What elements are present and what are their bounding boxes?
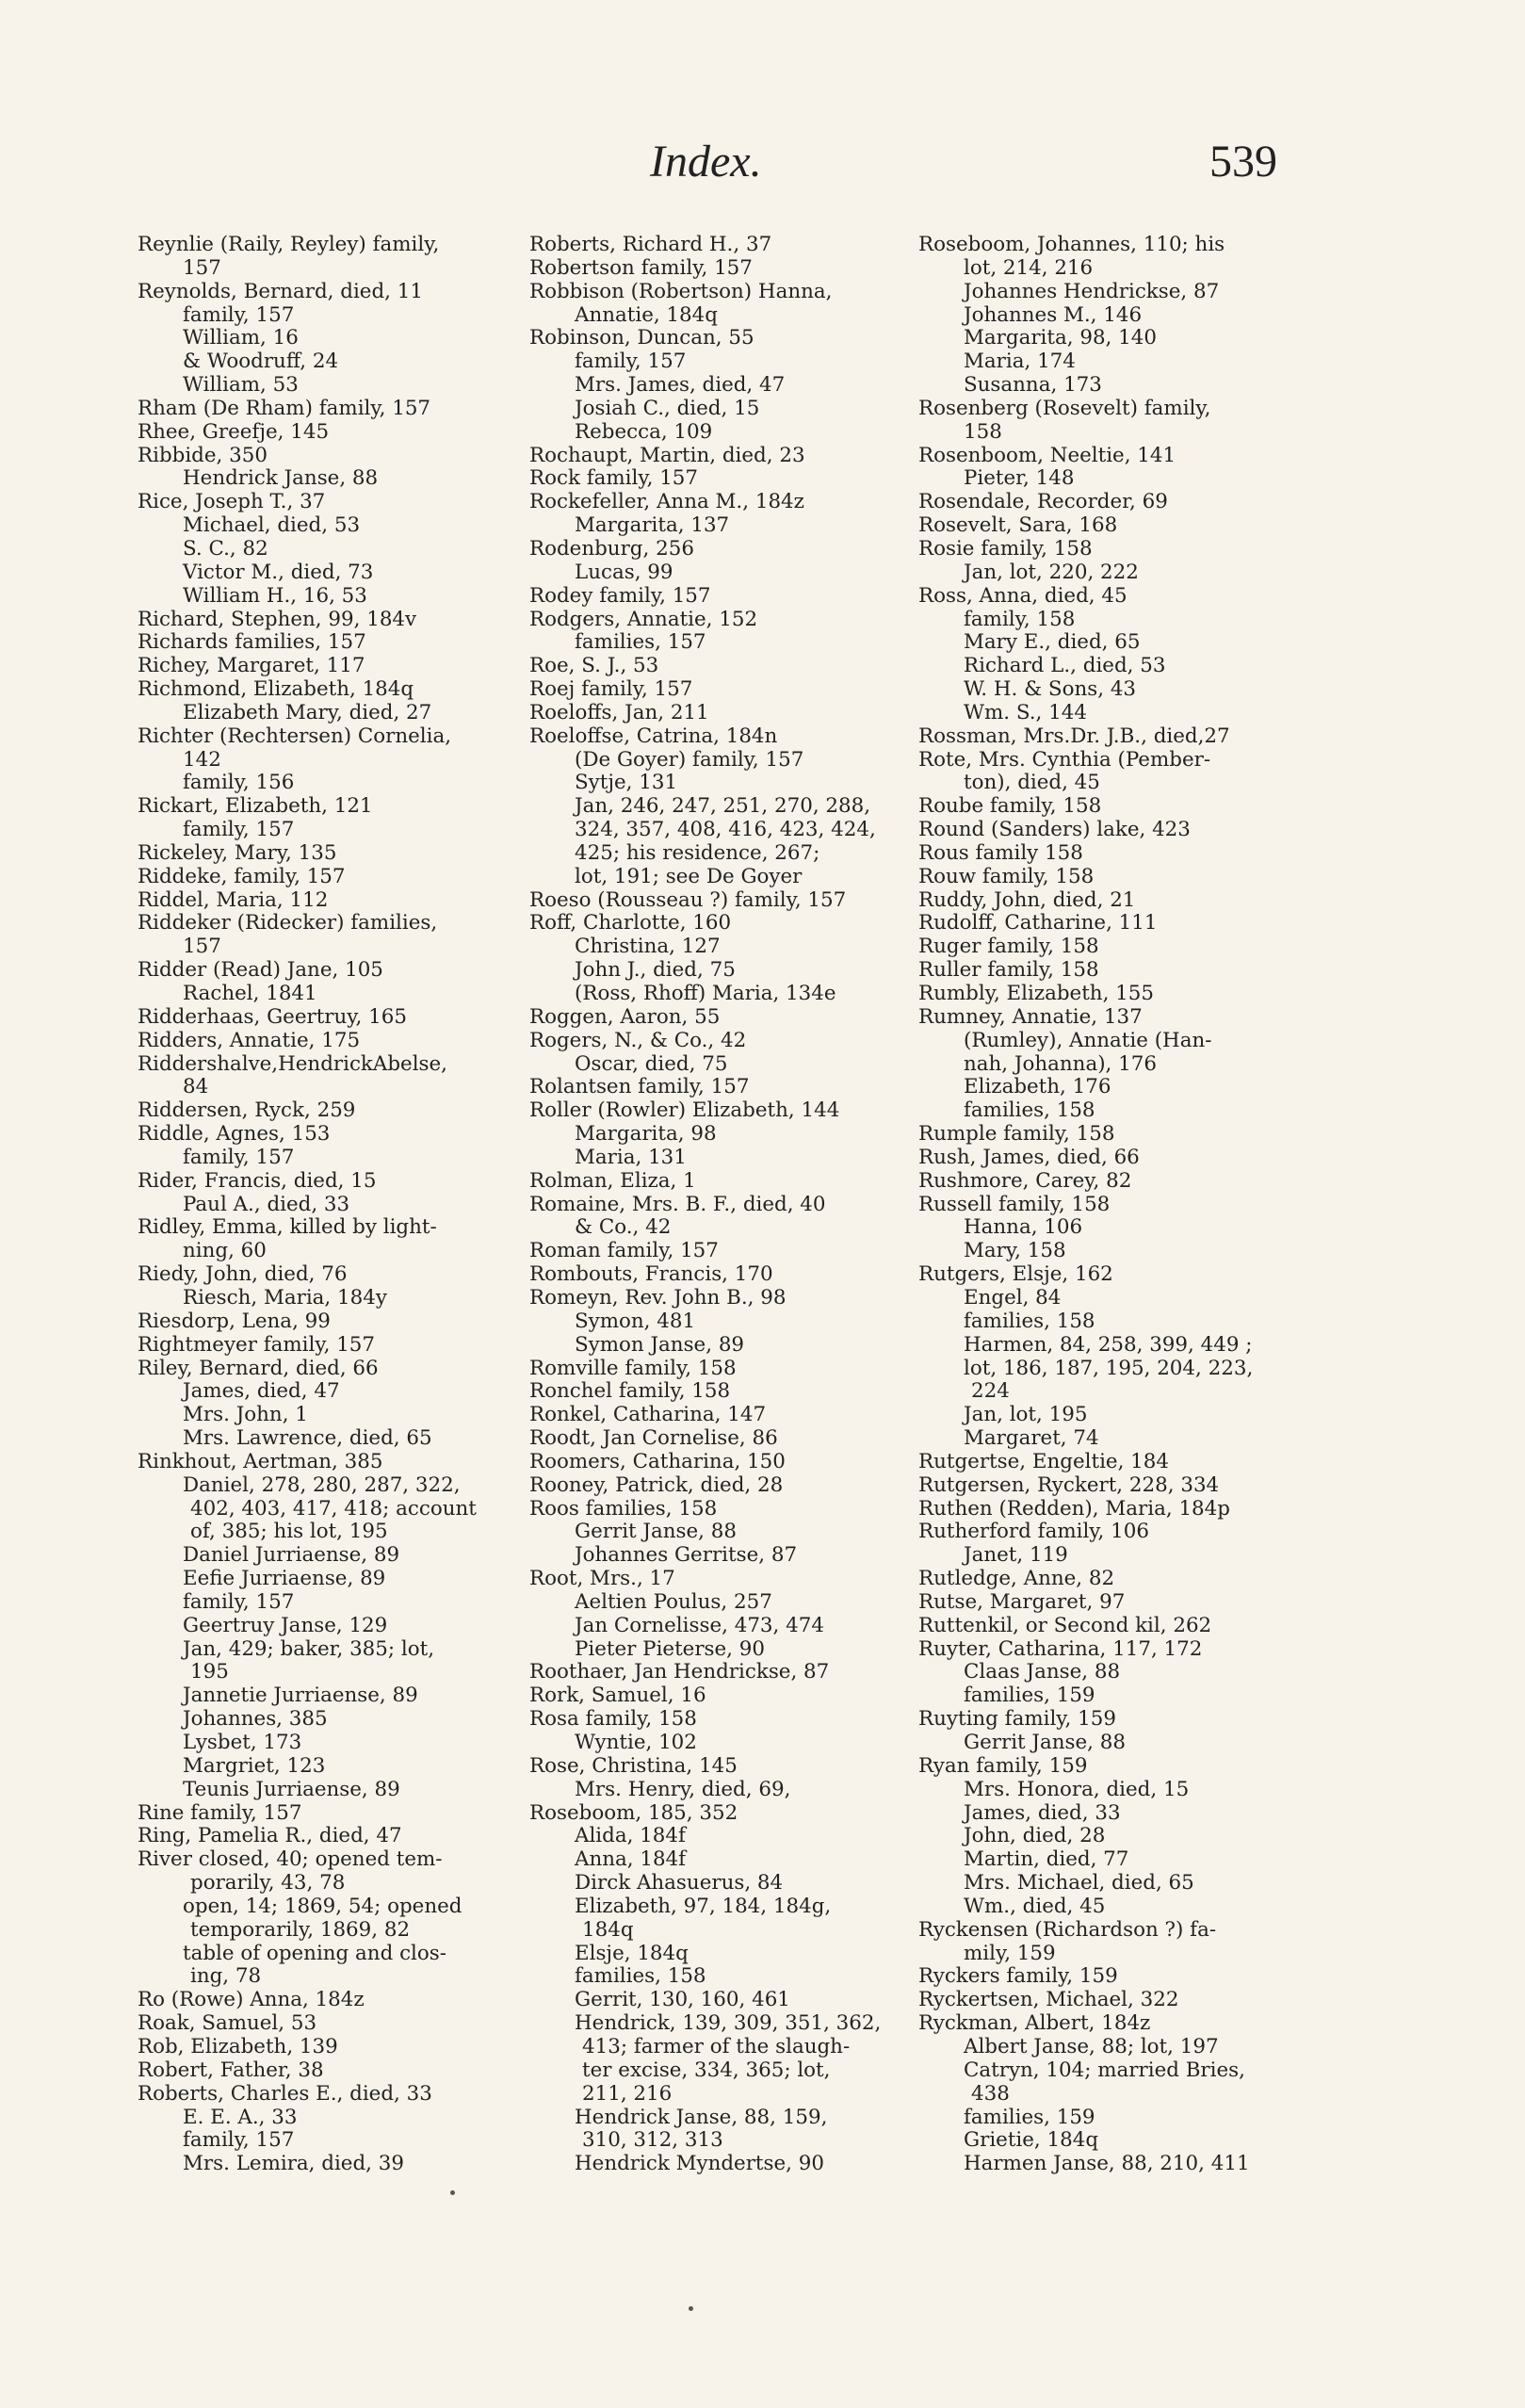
index-entry: Ro (Rowe) Anna, 184z (138, 1988, 365, 2012)
index-entry: Johannes Gerritse, 87 (575, 1543, 798, 1568)
index-entry: Wm., died, 45 (964, 1894, 1106, 1918)
index-entry: Pieter Pieterse, 90 (575, 1636, 765, 1661)
index-entry: Roller (Rowler) Elizabeth, 144 (529, 1098, 840, 1123)
index-entry: 158 (964, 419, 1002, 444)
index-entry: Ridley, Emma, killed by light- (138, 1215, 437, 1240)
index-entry: Rock family, 157 (529, 466, 699, 491)
index-entry: 402, 403, 417, 418; account (190, 1496, 477, 1521)
index-entry: Rooney, Patrick, died, 28 (529, 1472, 784, 1497)
index-entry: Ryckensen (Richardson ?) fa- (918, 1917, 1217, 1942)
index-entry: (Rumley), Annatie (Han- (964, 1028, 1212, 1052)
index-entry: family, 157 (575, 350, 687, 374)
index-entry: Richey, Margaret, 117 (138, 654, 365, 678)
index-entry: 142 (183, 747, 221, 772)
index-entry: Rumney, Annatie, 137 (918, 1004, 1143, 1029)
index-entry: & Co., 42 (575, 1215, 672, 1240)
index-entry: open, 14; 1869, 54; opened (183, 1894, 462, 1918)
index-entry: Michael, died, 53 (183, 513, 361, 538)
index-entry: Catryn, 104; married Bries, (964, 2058, 1245, 2082)
index-entry: Hanna, 106 (964, 1215, 1083, 1240)
index-entry: Claas Janse, 88 (964, 1660, 1121, 1684)
index-entry: porarily, 43, 78 (190, 1871, 346, 1895)
index-entry: Elsje, 184q (575, 1941, 689, 1965)
index-entry: Ryan family, 159 (918, 1753, 1088, 1778)
index-entry: Harmen, 84, 258, 399, 449 ; (964, 1332, 1253, 1357)
index-entry: Ryckman, Albert, 184z (918, 2011, 1151, 2036)
index-entry: Geertruy Janse, 129 (183, 1613, 388, 1637)
index-entry: Rosenboom, Neeltie, 141 (918, 443, 1176, 467)
index-entry: families, 158 (964, 1309, 1095, 1333)
index-entry: Jan, lot, 220, 222 (964, 560, 1139, 584)
index-column-3 (918, 234, 1305, 2176)
index-entry: Roej family, 157 (529, 677, 693, 702)
index-entry: 211, 216 (582, 2081, 673, 2106)
index-entry: Rosie family, 158 (918, 536, 1093, 561)
index-entry: Mrs. Henry, died, 69, (575, 1777, 791, 1801)
index-entry: Mary, 158 (964, 1239, 1066, 1263)
index-entry: Reynolds, Bernard, died, 11 (138, 279, 423, 303)
index-entry: family, 156 (183, 771, 295, 795)
index-entry: Roeloffs, Jan, 211 (529, 700, 709, 724)
index-entry: families, 158 (964, 1098, 1095, 1123)
index-entry: Riddersen, Ryck, 259 (138, 1098, 356, 1123)
index-entry: Ruller family, 158 (918, 958, 1099, 983)
index-entry: Roeso (Rousseau ?) family, 157 (529, 887, 847, 912)
index-entry: Elizabeth, 97, 184, 184g, (575, 1894, 832, 1918)
index-entry: Riedy, John, died, 76 (138, 1262, 348, 1287)
index-entry: Rose, Christina, 145 (529, 1753, 738, 1778)
index-entry: families, 159 (964, 2105, 1095, 2129)
index-entry: Hendrick Janse, 88 (183, 466, 379, 491)
index-entry: Mrs. Lawrence, died, 65 (183, 1426, 432, 1451)
index-entry: temporarily, 1869, 82 (190, 1917, 411, 1942)
index-entry: 184q (582, 1917, 634, 1942)
index-entry: Roff, Charlotte, 160 (529, 911, 732, 936)
index-entry: & Woodruff, 24 (183, 350, 339, 374)
index-entry: (Ross, Rhoff) Maria, 134e (575, 982, 836, 1005)
index-entry: Ribbide, 350 (138, 443, 268, 467)
index-entry: Rutledge, Anne, 82 (918, 1567, 1115, 1591)
index-entry: 224 (971, 1379, 1010, 1404)
index-entry: Romaine, Mrs. B. F., died, 40 (529, 1192, 826, 1216)
index-entry: Rider, Francis, died, 15 (138, 1168, 377, 1193)
index-entry: 84 (183, 1075, 209, 1099)
index-entry: Rushmore, Carey, 82 (918, 1168, 1132, 1193)
index-entry: Rolantsen family, 157 (529, 1075, 750, 1099)
index-entry: Rosa family, 158 (529, 1707, 697, 1732)
index-entry: Rutgersen, Ryckert, 228, 334 (918, 1472, 1220, 1497)
index-entry: Victor M., died, 73 (183, 560, 374, 584)
index-entry: Roseboom, 185, 352 (529, 1800, 738, 1825)
index-entry: Lysbet, 173 (183, 1731, 302, 1754)
index-entry: Romville family, 158 (529, 1356, 737, 1380)
index-entry: Jan, 246, 247, 251, 270, 288, (575, 794, 871, 819)
index-entry: John J., died, 75 (575, 958, 736, 983)
index-entry: of, 385; his lot, 195 (190, 1520, 388, 1544)
index-entry: Janet, 119 (964, 1543, 1068, 1568)
index-entry: Teunis Jurriaense, 89 (183, 1777, 400, 1801)
index-entry: Margarita, 98 (575, 1122, 717, 1147)
index-entry: Rouw family, 158 (918, 864, 1095, 888)
index-entry: Dirck Ahasuerus, 84 (575, 1871, 784, 1895)
index-entry: Margarita, 98, 140 (964, 326, 1157, 350)
index-entry: Engel, 84 (964, 1285, 1062, 1310)
index-entry: Jan, 429; baker, 385; lot, (183, 1636, 435, 1661)
index-entry: 157 (183, 255, 221, 280)
index-entry: lot, 191; see De Goyer (575, 864, 803, 888)
index-column-2 (529, 234, 916, 2176)
index-entry: nah, Johanna), 176 (964, 1051, 1157, 1076)
index-entry: Rinkhout, Aertman, 385 (138, 1449, 383, 1473)
index-entry: Mrs. Michael, died, 65 (964, 1871, 1194, 1895)
index-entry: Roak, Samuel, 53 (138, 2011, 317, 2036)
index-entry: ning, 60 (183, 1239, 267, 1263)
index-entry: Rote, Mrs. Cynthia (Pember- (918, 747, 1211, 772)
index-entry: Sytje, 131 (575, 771, 678, 795)
index-entry: Riesdorp, Lena, 99 (138, 1309, 331, 1333)
index-entry: Ruddy, John, died, 21 (918, 887, 1136, 912)
index-entry: Anna, 184f (575, 1847, 687, 1872)
index-entry: families, 158 (575, 1964, 706, 1989)
index-entry: family, 157 (183, 302, 295, 327)
index-entry: Rightmeyer family, 157 (138, 1332, 376, 1357)
index-entry: family, 158 (964, 607, 1076, 631)
stray-ink-dot (450, 2190, 455, 2195)
index-entry: William H., 16, 53 (183, 583, 367, 608)
index-entry: 310, 312, 313 (582, 2128, 723, 2153)
index-entry: Richard L., died, 53 (964, 654, 1166, 678)
index-entry: Jan Cornelisse, 473, 474 (575, 1613, 824, 1637)
index-entry: Johannes Hendrickse, 87 (964, 279, 1220, 303)
index-entry: Rosendale, Recorder, 69 (918, 490, 1168, 514)
index-entry: W. H. & Sons, 43 (964, 677, 1137, 702)
index-entry: Ruthen (Redden), Maria, 184p (918, 1496, 1230, 1521)
index-entry: John, died, 28 (964, 1824, 1106, 1848)
index-entry: mily, 159 (964, 1941, 1056, 1965)
index-entry: Rosenberg (Rosevelt) family, (918, 396, 1211, 420)
index-entry: Hendrick, 139, 309, 351, 362, (575, 2011, 882, 2036)
index-entry: Rudolff, Catharine, 111 (918, 911, 1158, 936)
index-entry: 195 (190, 1660, 229, 1684)
index-entry: Ridder (Read) Jane, 105 (138, 958, 383, 983)
index-entry: Mary E., died, 65 (964, 630, 1141, 655)
index-entry: ton), died, 45 (964, 771, 1100, 795)
running-title: Index. (650, 137, 762, 187)
index-entry: Riddle, Agnes, 153 (138, 1122, 331, 1147)
index-entry: Reynlie (Raily, Reyley) family, (138, 233, 440, 256)
index-entry: Rutherford family, 106 (918, 1520, 1149, 1544)
index-column-1 (138, 234, 524, 2176)
index-entry: Maria, 131 (575, 1145, 687, 1169)
index-entry: Rossman, Mrs.Dr. J.B., died,27 (918, 724, 1230, 748)
index-entry: E. E. A., 33 (183, 2105, 298, 2129)
index-entry: Margaret, 74 (964, 1426, 1099, 1451)
index-entry: Ryckertsen, Michael, 322 (918, 1988, 1179, 2012)
index-entry: River closed, 40; opened tem- (138, 1847, 443, 1872)
index-entry: Rodgers, Annatie, 152 (529, 607, 758, 631)
index-entry: Round (Sanders) lake, 423 (918, 818, 1191, 842)
index-entry: Rumbly, Elizabeth, 155 (918, 982, 1155, 1005)
index-entry: Riddeke, family, 157 (138, 864, 346, 888)
index-entry: table of opening and clos- (183, 1941, 446, 1965)
index-entry: Rhee, Greefje, 145 (138, 419, 330, 444)
index-entry: Rumple family, 158 (918, 1122, 1115, 1147)
index-entry: Johannes M., 146 (964, 302, 1143, 327)
index-entry: Rolman, Eliza, 1 (529, 1168, 696, 1193)
index-entry: Ryckers family, 159 (918, 1964, 1118, 1989)
index-entry: Roberts, Charles E., died, 33 (138, 2081, 432, 2106)
index-entry: Rogers, N., & Co., 42 (529, 1028, 747, 1052)
index-entry: Wm. S., 144 (964, 700, 1087, 724)
index-entry: Aeltien Poulus, 257 (575, 1589, 772, 1614)
index-entry: Ross, Anna, died, 45 (918, 583, 1128, 608)
index-entry: Root, Mrs., 17 (529, 1567, 675, 1591)
index-entry: Gerrit Janse, 88 (964, 1731, 1126, 1754)
index-entry: Rob, Elizabeth, 139 (138, 2034, 338, 2058)
index-entry: Robertson family, 157 (529, 255, 753, 280)
index-entry: Ruyting family, 159 (918, 1707, 1116, 1732)
index-entry: Daniel Jurriaense, 89 (183, 1543, 400, 1568)
index-entry: Rombouts, Francis, 170 (529, 1262, 773, 1287)
index-entry: Rham (De Rham) family, 157 (138, 396, 431, 420)
index-entry: Gerrit, 130, 160, 461 (575, 1988, 790, 2012)
index-entry: Grietie, 184q (964, 2128, 1099, 2153)
index-entry: Robinson, Duncan, 55 (529, 326, 754, 350)
index-entry: Pieter, 148 (964, 466, 1075, 491)
index-entry: Susanna, 173 (964, 373, 1102, 398)
index-entry: Ronchel family, 158 (529, 1379, 731, 1404)
index-entry: Roeloffse, Catrina, 184n (529, 724, 778, 748)
index-entry: Roe, S. J., 53 (529, 654, 659, 678)
index-entry: Mrs. James, died, 47 (575, 373, 786, 398)
index-entry: Oscar, died, 75 (575, 1051, 728, 1076)
index-entry: Roggen, Aaron, 55 (529, 1004, 721, 1029)
index-entry: Hendrick Myndertse, 90 (575, 2152, 824, 2176)
index-entry: family, 157 (183, 818, 295, 842)
index-entry: Riddershalve,HendrickAbelse, (138, 1051, 447, 1076)
index-entry: Ruttenkil, or Second kil, 262 (918, 1613, 1212, 1637)
index-entry: Alida, 184f (575, 1824, 686, 1848)
index-entry: Roodt, Jan Cornelise, 86 (529, 1426, 778, 1451)
index-entry: 425; his residence, 267; (575, 840, 820, 865)
index-entry: Ruger family, 158 (918, 935, 1099, 959)
index-entry: William, 53 (183, 373, 299, 398)
index-entry: Ring, Pamelia R., died, 47 (138, 1824, 402, 1848)
index-entry: Rutgertse, Engeltie, 184 (918, 1449, 1169, 1473)
index-entry: Richards families, 157 (138, 630, 366, 655)
index-entry: Hendrick Janse, 88, 159, (575, 2105, 828, 2129)
page-number: 539 (1209, 137, 1277, 187)
index-entry: Symon, 481 (575, 1309, 696, 1333)
index-entry: Riddel, Maria, 112 (138, 887, 329, 912)
index-entry: Roseboom, Johannes, 110; his (918, 233, 1225, 256)
index-entry: Rous family 158 (918, 840, 1083, 865)
index-entry: 324, 357, 408, 416, 423, 424, (575, 818, 876, 842)
index-entry: Richard, Stephen, 99, 184v (138, 607, 417, 631)
index-entry: Maria, 174 (964, 350, 1076, 374)
index-entry: Rachel, 1841 (183, 982, 317, 1005)
index-entry: Rice, Joseph T., 37 (138, 490, 326, 514)
index-entry: ter excise, 334, 365; lot, (582, 2058, 831, 2082)
index-entry: Josiah C., died, 15 (575, 396, 760, 420)
index-entry: Elizabeth, 176 (964, 1075, 1111, 1099)
index-entry: family, 157 (183, 1145, 295, 1169)
index-entry: Rutse, Margaret, 97 (918, 1589, 1126, 1614)
index-entry: Roube family, 158 (918, 794, 1102, 819)
index-entry: lot, 214, 216 (964, 255, 1094, 280)
index-entry: Rine family, 157 (138, 1800, 302, 1825)
index-entry: James, died, 47 (183, 1379, 340, 1404)
index-entry: Daniel, 278, 280, 287, 322, (183, 1472, 461, 1497)
index-entry: Rush, James, died, 66 (918, 1145, 1140, 1169)
index-entry: Richmond, Elizabeth, 184q (138, 677, 414, 702)
index-entry: Mrs. John, 1 (183, 1403, 308, 1427)
index-entry: Rockefeller, Anna M., 184z (529, 490, 804, 514)
index-entry: Gerrit Janse, 88 (575, 1520, 737, 1544)
index-entry: Riesch, Maria, 184y (183, 1285, 387, 1310)
index-entry: Ridderhaas, Geertruy, 165 (138, 1004, 407, 1029)
index-entry: Eefie Jurriaense, 89 (183, 1567, 386, 1591)
index-entry: families, 157 (575, 630, 706, 655)
index-entry: Rodey family, 157 (529, 583, 711, 608)
index-entry: Albert Janse, 88; lot, 197 (964, 2034, 1219, 2058)
index-entry: Johannes, 385 (183, 1707, 328, 1732)
stray-ink-dot (689, 2306, 693, 2311)
index-entry: Rochaupt, Martin, died, 23 (529, 443, 805, 467)
index-entry: Rutgers, Elsje, 162 (918, 1262, 1113, 1287)
index-entry: Rickeley, Mary, 135 (138, 840, 337, 865)
index-entry: family, 157 (183, 1589, 295, 1614)
index-entry: Riley, Bernard, died, 66 (138, 1356, 379, 1380)
index-entry: Margarita, 137 (575, 513, 730, 538)
index-entry: Martin, died, 77 (964, 1847, 1129, 1872)
index-entry: Elizabeth Mary, died, 27 (183, 700, 432, 724)
index-entry: Symon Janse, 89 (575, 1332, 745, 1357)
index-entry: Roos families, 158 (529, 1496, 718, 1521)
index-entry: ing, 78 (190, 1964, 262, 1989)
index-entry: Lucas, 99 (575, 560, 673, 584)
index-entry: William, 16 (183, 326, 299, 350)
index-entry: Christina, 127 (575, 935, 721, 959)
index-entry: family, 157 (183, 2128, 295, 2153)
index-entry: Roberts, Richard H., 37 (529, 233, 772, 256)
index-entry: Rork, Samuel, 16 (529, 1684, 706, 1708)
index-entry: (De Goyer) family, 157 (575, 747, 804, 772)
index-entry: Ruyter, Catharina, 117, 172 (918, 1636, 1203, 1661)
index-entry: Mrs. Honora, died, 15 (964, 1777, 1190, 1801)
index-entry: Roothaer, Jan Hendrickse, 87 (529, 1660, 830, 1684)
index-entry: Russell family, 158 (918, 1192, 1111, 1216)
index-entry: Richter (Rechtersen) Cornelia, (138, 724, 452, 748)
index-entry: Rickart, Elizabeth, 121 (138, 794, 373, 819)
index-entry: Margriet, 123 (183, 1753, 326, 1778)
index-entry: Jannetie Jurriaense, 89 (183, 1684, 418, 1708)
index-entry: Roomers, Catharina, 150 (529, 1449, 786, 1473)
index-entry: Ronkel, Catharina, 147 (529, 1403, 767, 1427)
index-entry: Robbison (Robertson) Hanna, (529, 279, 833, 303)
index-entry: Rosevelt, Sara, 168 (918, 513, 1118, 538)
index-entry: 413; farmer of the slaugh- (582, 2034, 851, 2058)
index-entry: 438 (971, 2081, 1010, 2106)
index-entry: Harmen Janse, 88, 210, 411 (964, 2152, 1250, 2176)
index-entry: Rodenburg, 256 (529, 536, 694, 561)
index-entry: families, 159 (964, 1684, 1095, 1708)
index-entry: Annatie, 184q (575, 302, 718, 327)
index-entry: 157 (183, 935, 221, 959)
index-entry: Jan, lot, 195 (964, 1403, 1088, 1427)
index-entry: Riddeker (Ridecker) families, (138, 911, 438, 936)
index-entry: Wyntie, 102 (575, 1731, 697, 1754)
page-header (0, 132, 1525, 198)
index-entry: Mrs. Lemira, died, 39 (183, 2152, 404, 2176)
index-entry: Ridders, Annatie, 175 (138, 1028, 361, 1052)
index-entry: Roman family, 157 (529, 1239, 719, 1263)
index-entry: Rebecca, 109 (575, 419, 713, 444)
index-entry: Robert, Father, 38 (138, 2058, 324, 2082)
index-entry: Paul A., died, 33 (183, 1192, 350, 1216)
index-entry: James, died, 33 (964, 1800, 1121, 1825)
index-entry: Romeyn, Rev. John B., 98 (529, 1285, 787, 1310)
index-entry: lot, 186, 187, 195, 204, 223, (964, 1356, 1254, 1380)
index-entry: S. C., 82 (183, 536, 268, 561)
